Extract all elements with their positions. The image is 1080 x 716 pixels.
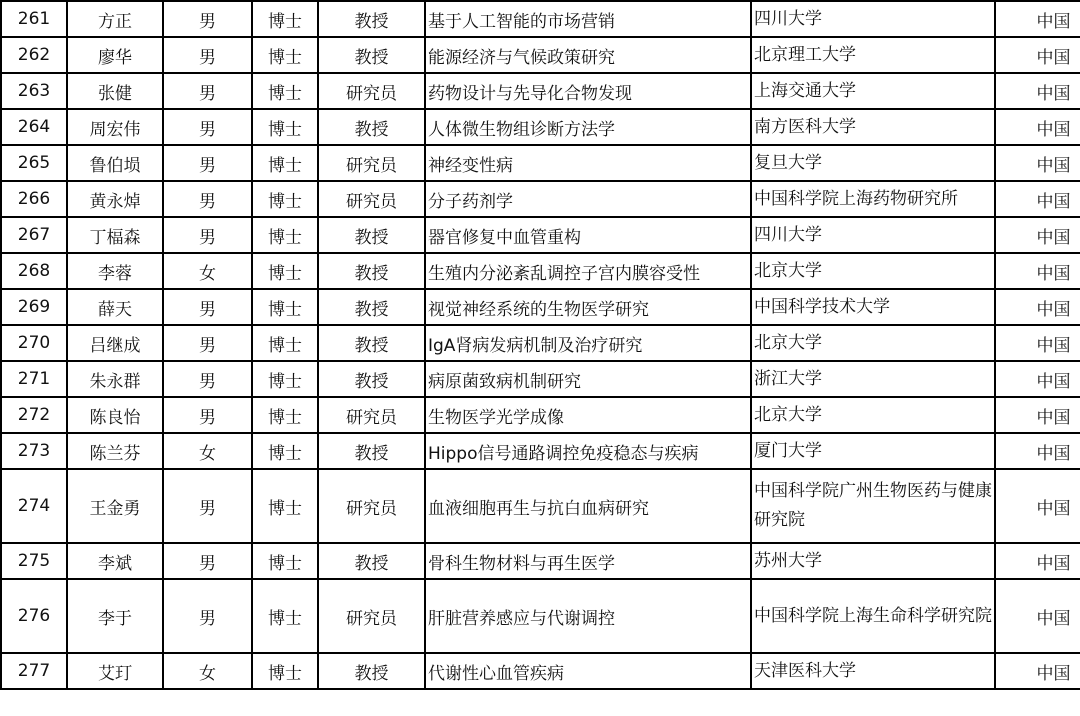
- cell-gender: 男: [163, 37, 252, 73]
- cell-title: 研究员: [318, 579, 425, 653]
- cell-degree: 博士: [252, 543, 318, 579]
- cell-number: 271: [1, 361, 67, 397]
- cell-research-field: 代谢性心血管疾病: [425, 653, 751, 689]
- cell-institution: 北京大学: [751, 325, 995, 361]
- cell-research-field: 器官修复中血管重构: [425, 217, 751, 253]
- cell-name: 丁楅森: [67, 217, 163, 253]
- cell-number: 261: [1, 1, 67, 37]
- cell-degree: 博士: [252, 37, 318, 73]
- table-row: [1, 433, 1080, 469]
- cell-country: 中国: [995, 361, 1080, 397]
- cell-title: 教授: [318, 543, 425, 579]
- cell-country: 中国: [995, 289, 1080, 325]
- table-row: [1, 109, 1080, 145]
- cell-institution: 中国科学技术大学: [751, 289, 995, 325]
- cell-name: 周宏伟: [67, 109, 163, 145]
- cell-name: 廖华: [67, 37, 163, 73]
- cell-institution: 北京大学: [751, 397, 995, 433]
- cell-research-field: 生殖内分泌紊乱调控子宫内膜容受性: [425, 253, 751, 289]
- cell-name: 王金勇: [67, 469, 163, 543]
- cell-degree: 博士: [252, 145, 318, 181]
- cell-country: 中国: [995, 543, 1080, 579]
- cell-institution: 中国科学院上海药物研究所: [751, 181, 995, 217]
- table-row: [1, 217, 1080, 253]
- cell-degree: 博士: [252, 109, 318, 145]
- cell-title: 研究员: [318, 181, 425, 217]
- cell-institution: 苏州大学: [751, 543, 995, 579]
- cell-title: 研究员: [318, 469, 425, 543]
- cell-gender: 男: [163, 145, 252, 181]
- table-row: [1, 469, 1080, 543]
- cell-research-field: 人体微生物组诊断方法学: [425, 109, 751, 145]
- cell-title: 教授: [318, 361, 425, 397]
- cell-degree: 博士: [252, 1, 318, 37]
- cell-title: 研究员: [318, 397, 425, 433]
- cell-degree: 博士: [252, 181, 318, 217]
- cell-number: 268: [1, 253, 67, 289]
- table-row: [1, 145, 1080, 181]
- cell-number: 276: [1, 579, 67, 653]
- cell-name: 李蓉: [67, 253, 163, 289]
- cell-number: 267: [1, 217, 67, 253]
- cell-gender: 男: [163, 1, 252, 37]
- cell-degree: 博士: [252, 433, 318, 469]
- cell-number: 270: [1, 325, 67, 361]
- cell-number: 262: [1, 37, 67, 73]
- cell-title: 教授: [318, 253, 425, 289]
- cell-gender: 男: [163, 73, 252, 109]
- table-row: [1, 1, 1080, 37]
- table-row: [1, 325, 1080, 361]
- cell-name: 陈兰芬: [67, 433, 163, 469]
- cell-gender: 女: [163, 433, 252, 469]
- cell-name: 鲁伯埙: [67, 145, 163, 181]
- cell-gender: 男: [163, 543, 252, 579]
- cell-research-field: 视觉神经系统的生物医学研究: [425, 289, 751, 325]
- cell-gender: 男: [163, 469, 252, 543]
- table-row: [1, 361, 1080, 397]
- cell-gender: 男: [163, 361, 252, 397]
- cell-gender: 男: [163, 579, 252, 653]
- cell-title: 教授: [318, 217, 425, 253]
- cell-country: 中国: [995, 109, 1080, 145]
- cell-institution: 四川大学: [751, 217, 995, 253]
- cell-country: 中国: [995, 579, 1080, 653]
- cell-institution: 复旦大学: [751, 145, 995, 181]
- cell-country: 中国: [995, 181, 1080, 217]
- table-body: [1, 1, 1080, 689]
- cell-research-field: 分子药剂学: [425, 181, 751, 217]
- table-row: [1, 543, 1080, 579]
- table-row: [1, 397, 1080, 433]
- cell-name: 李斌: [67, 543, 163, 579]
- table-row: [1, 73, 1080, 109]
- cell-gender: 女: [163, 253, 252, 289]
- cell-institution: 厦门大学: [751, 433, 995, 469]
- cell-degree: 博士: [252, 289, 318, 325]
- cell-title: 教授: [318, 289, 425, 325]
- cell-name: 张健: [67, 73, 163, 109]
- table-row: [1, 653, 1080, 689]
- cell-number: 265: [1, 145, 67, 181]
- cell-degree: 博士: [252, 325, 318, 361]
- cell-title: 研究员: [318, 73, 425, 109]
- cell-title: 教授: [318, 433, 425, 469]
- cell-research-field: 基于人工智能的市场营销: [425, 1, 751, 37]
- cell-number: 269: [1, 289, 67, 325]
- cell-name: 陈良怡: [67, 397, 163, 433]
- table-row: [1, 253, 1080, 289]
- cell-gender: 男: [163, 181, 252, 217]
- cell-title: 教授: [318, 653, 425, 689]
- cell-country: 中国: [995, 397, 1080, 433]
- table-row: [1, 289, 1080, 325]
- cell-title: 研究员: [318, 145, 425, 181]
- cell-country: 中国: [995, 433, 1080, 469]
- cell-research-field: Hippo信号通路调控免疫稳态与疾病: [425, 433, 751, 469]
- cell-title: 教授: [318, 325, 425, 361]
- cell-research-field: 神经变性病: [425, 145, 751, 181]
- cell-number: 263: [1, 73, 67, 109]
- cell-institution: 天津医科大学: [751, 653, 995, 689]
- cell-name: 方正: [67, 1, 163, 37]
- cell-institution: 中国科学院广州生物医药与健康研究院: [751, 469, 995, 543]
- cell-research-field: 生物医学光学成像: [425, 397, 751, 433]
- cell-country: 中国: [995, 325, 1080, 361]
- cell-country: 中国: [995, 217, 1080, 253]
- cell-number: 274: [1, 469, 67, 543]
- cell-title: 教授: [318, 109, 425, 145]
- cell-name: 黄永焯: [67, 181, 163, 217]
- cell-name: 吕继成: [67, 325, 163, 361]
- cell-name: 艾玎: [67, 653, 163, 689]
- table-row: [1, 181, 1080, 217]
- cell-institution: 南方医科大学: [751, 109, 995, 145]
- cell-degree: 博士: [252, 253, 318, 289]
- cell-research-field: IgA肾病发病机制及治疗研究: [425, 325, 751, 361]
- cell-name: 李于: [67, 579, 163, 653]
- cell-country: 中国: [995, 253, 1080, 289]
- cell-country: 中国: [995, 37, 1080, 73]
- cell-institution: 北京大学: [751, 253, 995, 289]
- cell-title: 教授: [318, 37, 425, 73]
- cell-gender: 男: [163, 397, 252, 433]
- cell-research-field: 骨科生物材料与再生医学: [425, 543, 751, 579]
- cell-institution: 中国科学院上海生命科学研究院: [751, 579, 995, 653]
- table-row: [1, 37, 1080, 73]
- cell-degree: 博士: [252, 469, 318, 543]
- cell-number: 277: [1, 653, 67, 689]
- cell-name: 朱永群: [67, 361, 163, 397]
- cell-gender: 女: [163, 653, 252, 689]
- cell-institution: 浙江大学: [751, 361, 995, 397]
- cell-gender: 男: [163, 325, 252, 361]
- cell-number: 273: [1, 433, 67, 469]
- cell-research-field: 药物设计与先导化合物发现: [425, 73, 751, 109]
- cell-country: 中国: [995, 653, 1080, 689]
- cell-degree: 博士: [252, 397, 318, 433]
- cell-degree: 博士: [252, 361, 318, 397]
- cell-country: 中国: [995, 73, 1080, 109]
- cell-research-field: 能源经济与气候政策研究: [425, 37, 751, 73]
- cell-degree: 博士: [252, 579, 318, 653]
- cell-gender: 男: [163, 289, 252, 325]
- cell-institution: 北京理工大学: [751, 37, 995, 73]
- cell-number: 272: [1, 397, 67, 433]
- cell-research-field: 肝脏营养感应与代谢调控: [425, 579, 751, 653]
- cell-number: 266: [1, 181, 67, 217]
- cell-title: 教授: [318, 1, 425, 37]
- cell-name: 薛天: [67, 289, 163, 325]
- cell-number: 275: [1, 543, 67, 579]
- cell-number: 264: [1, 109, 67, 145]
- cell-country: 中国: [995, 469, 1080, 543]
- cell-research-field: 血液细胞再生与抗白血病研究: [425, 469, 751, 543]
- cell-country: 中国: [995, 1, 1080, 37]
- cell-degree: 博士: [252, 73, 318, 109]
- cell-institution: 四川大学: [751, 1, 995, 37]
- cell-gender: 男: [163, 217, 252, 253]
- cell-country: 中国: [995, 145, 1080, 181]
- table-row: [1, 579, 1080, 653]
- cell-institution: 上海交通大学: [751, 73, 995, 109]
- cell-degree: 博士: [252, 217, 318, 253]
- cell-research-field: 病原菌致病机制研究: [425, 361, 751, 397]
- cell-gender: 男: [163, 109, 252, 145]
- cell-degree: 博士: [252, 653, 318, 689]
